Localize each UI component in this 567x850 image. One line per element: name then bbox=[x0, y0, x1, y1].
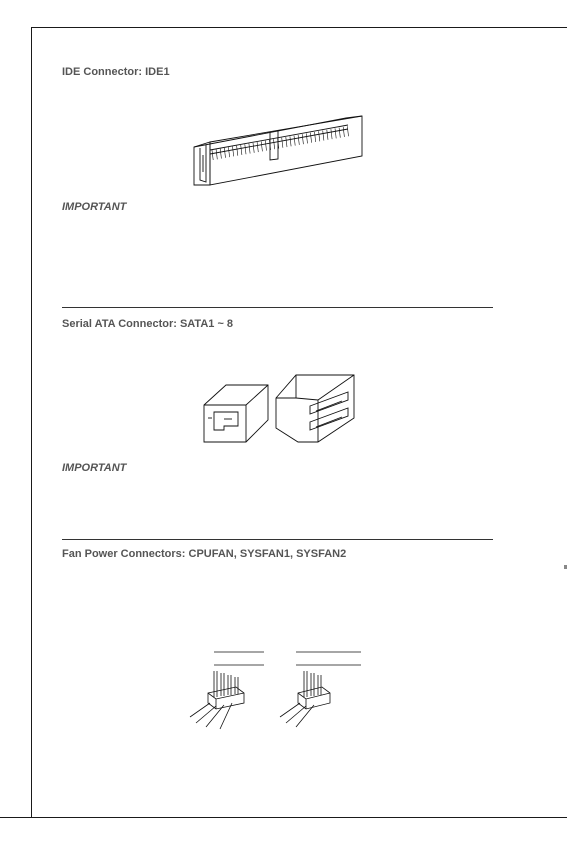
page-frame-left bbox=[31, 27, 32, 817]
ide-section-title: IDE Connector: IDE1 bbox=[62, 66, 170, 78]
ide-pin bbox=[212, 150, 213, 160]
ide-pin bbox=[237, 146, 238, 156]
ide-pin bbox=[249, 144, 250, 154]
sata-section-title: Serial ATA Connector: SATA1 ~ 8 bbox=[62, 318, 234, 330]
ide-pin bbox=[274, 139, 275, 149]
ide-pin bbox=[339, 128, 340, 138]
ide-important-heading: IMPORTANT bbox=[62, 201, 127, 213]
ide-pin bbox=[233, 146, 234, 156]
ide-pin bbox=[257, 142, 258, 152]
ide-pin bbox=[220, 149, 221, 159]
ide-pin bbox=[265, 141, 266, 151]
page-frame-top bbox=[31, 27, 567, 28]
ide-pin bbox=[306, 133, 307, 143]
ide-pin bbox=[253, 143, 254, 153]
ide-pin bbox=[347, 126, 348, 136]
ide-pin bbox=[261, 141, 262, 151]
ide-connector-illustration bbox=[188, 110, 368, 190]
section-divider bbox=[62, 307, 493, 308]
ide-pin bbox=[228, 147, 229, 157]
sata-connector-illustration bbox=[198, 360, 358, 445]
ide-connector-drawing bbox=[188, 110, 368, 190]
ide-pin bbox=[224, 148, 225, 158]
fan-section-title: Fan Power Connectors: CPUFAN, SYSFAN1, SYSFAN2 bbox=[62, 548, 347, 560]
sata-connector-drawing bbox=[198, 360, 358, 445]
ide-pin bbox=[315, 132, 316, 142]
ide-pin bbox=[302, 134, 303, 144]
ide-pin bbox=[241, 145, 242, 155]
ide-pin bbox=[298, 135, 299, 145]
ide-pin bbox=[245, 144, 246, 154]
sata-important-heading: IMPORTANT bbox=[62, 462, 127, 474]
ide-pin bbox=[327, 130, 328, 140]
ide-pin bbox=[290, 136, 291, 146]
ide-pin bbox=[335, 128, 336, 138]
fan-connector-drawing bbox=[176, 645, 376, 745]
section-divider bbox=[62, 539, 493, 540]
ide-pin bbox=[286, 137, 287, 147]
ide-pin bbox=[319, 131, 320, 141]
ide-pin bbox=[294, 136, 295, 146]
ide-pin bbox=[323, 131, 324, 141]
ide-pin bbox=[331, 129, 332, 139]
page-frame-bottom bbox=[0, 817, 567, 818]
ide-pin bbox=[216, 149, 217, 159]
ide-pin bbox=[343, 127, 344, 137]
ide-pin bbox=[282, 138, 283, 148]
fan-connector-illustration bbox=[176, 645, 376, 745]
ide-pin bbox=[310, 133, 311, 143]
